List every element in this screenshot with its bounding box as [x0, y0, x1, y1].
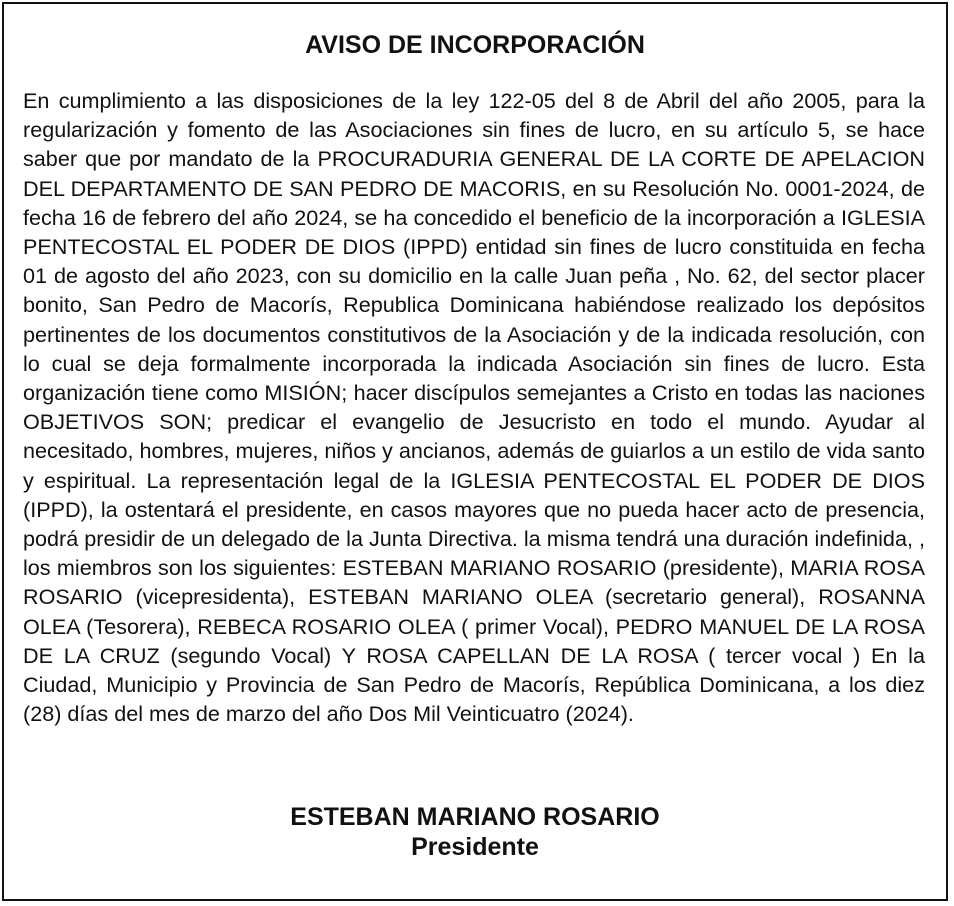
notice-paragraph: En cumplimiento a las disposiciones de la ley 122-05 del 8 de Abril del año 2005, para la regularización y fomento de las Asociaciones sin fines de lucro, en su artículo 5, se hace saber que por mandato de la PROCURADURIA GENERAL DE LA CORTE DE APELACION DEL DEPARTAMENTO DE SAN PEDRO DE MACORIS, en su Resolución No. 0001-2024, de fecha 16 de febrero del año 2024, se ha concedido el beneficio de la incorporación a IGLESIA PENTECOSTAL EL PODER DE DIOS (IPPD) entidad sin fines de lucro constituida en fecha 01 de agosto del año 2023, con su domicilio en la calle Juan peña , No. 62, del sector placer bonito, San Pedro de Macorís, Republica Dominicana habiéndose realizado los depósitos pertinentes de los documentos constitutivos de la Asociación y de la indicada resolución, con lo cual se deja formalmente incorporada la indicada Asociación sin fines de lucro. Esta organización tiene como MISIÓN; hacer discípulos semejantes a Cristo en todas las naciones OBJETIVOS SON; predicar el evangelio de Jesucristo en todo el mundo. Ayudar al necesitado, hombres, mujeres, niños y ancianos, además de guiarlos a un estilo de vida santo y espiritual. La representación legal de la IGLESIA PENTECOSTAL EL PODER DE DIOS (IPPD), la ostentará el presidente, en casos mayores que no pueda hacer acto de presencia, podrá presidir de un delegado de la Junta Directiva. la misma tendrá una duración indefinida, , los miembros son los siguientes: ESTEBAN MARIANO ROSARIO (presidente), MARIA ROSA ROSARIO (vicepresidenta), ESTEBAN MARIANO OLEA (secretario general), ROSANNA OLEA (Tesorera), REBECA ROSARIO OLEA ( primer Vocal), PEDRO MANUEL DE LA ROSA DE LA CRUZ (segundo Vocal) Y ROSA CAPELLAN DE LA ROSA ( tercer vocal ) En la Ciudad, Municipio y Provincia de San Pedro de Macorís, República Dominicana, a los diez (28) días del mes de marzo del año Dos Mil Veinticuatro (2024). — [23, 88, 925, 727]
notice-body — [23, 86, 925, 728]
signature-name: ESTEBAN MARIANO ROSARIO — [290, 803, 660, 831]
legal-notice — [2, 2, 948, 901]
notice-title: AVISO DE INCORPORACIÓN — [305, 31, 645, 59]
signature-role: Presidente — [411, 833, 539, 861]
signature-block — [4, 802, 946, 862]
